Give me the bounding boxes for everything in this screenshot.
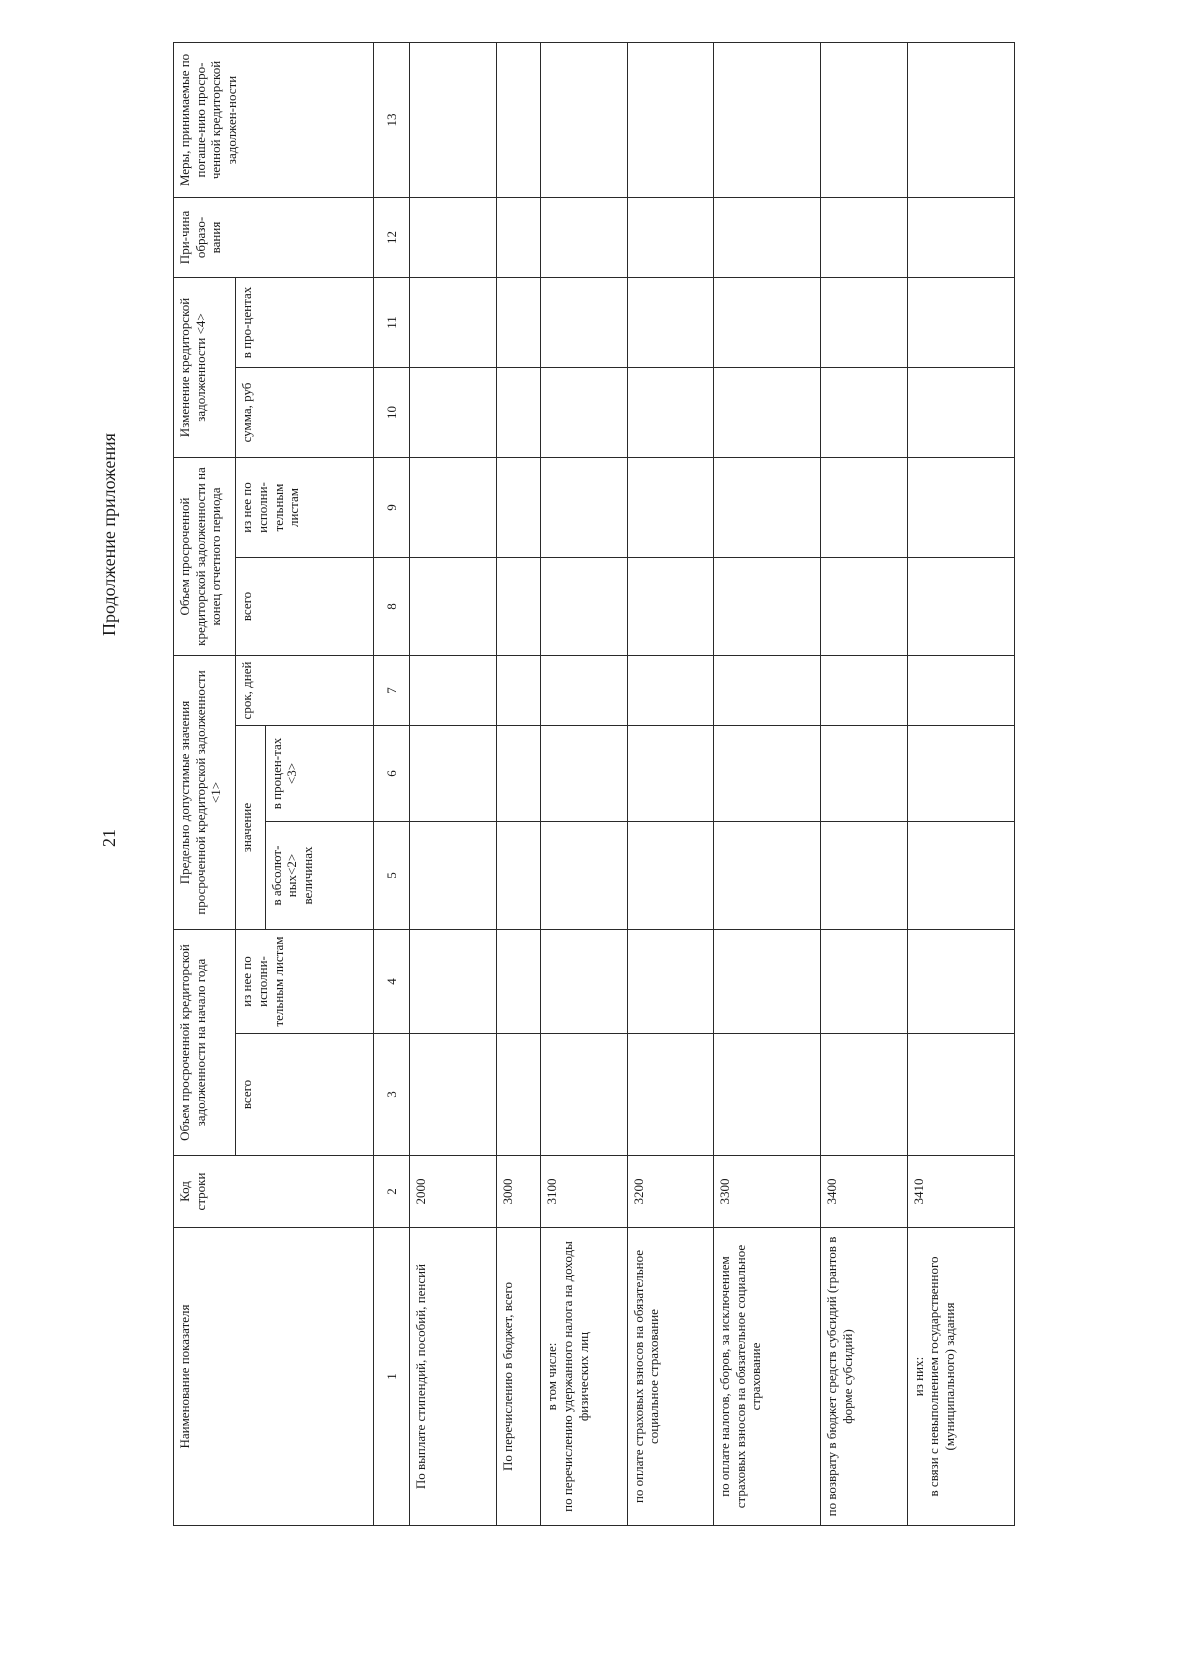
empty-cell: [410, 656, 496, 726]
row-code: 3300: [714, 1156, 821, 1228]
empty-cell: [627, 726, 713, 822]
column-number: 5: [373, 822, 409, 930]
empty-cell: [907, 42, 1014, 197]
row-name-line: в связи с невыполнением государственного (муниципального) задания: [926, 1256, 957, 1497]
header-limit-abs: в абсолют-ных<2> величинах: [265, 822, 373, 930]
row-name-line: По выплате стипендий, пособий, пенсий: [413, 1263, 429, 1490]
column-number: 9: [373, 458, 409, 558]
empty-cell: [410, 368, 496, 458]
row-name-line: по перечислению удержанного налога на доходы физических лиц: [559, 1241, 591, 1512]
empty-cell: [541, 726, 627, 822]
empty-cell: [410, 277, 496, 367]
empty-cell: [821, 656, 907, 726]
header-row-1: [174, 42, 236, 1525]
header-reason: При-чина образо-вания: [174, 197, 374, 277]
empty-cell: [541, 558, 627, 656]
column-number: 12: [373, 197, 409, 277]
row-name: [627, 1228, 713, 1526]
empty-cell: [410, 197, 496, 277]
row-code: 3400: [821, 1156, 907, 1228]
header-start-group: Объем просроченной кредиторской задолженности на начало года: [174, 930, 236, 1156]
empty-cell: [627, 368, 713, 458]
empty-cell: [627, 822, 713, 930]
empty-cell: [714, 458, 821, 558]
row-code: 3000: [496, 1156, 541, 1228]
empty-cell: [541, 197, 627, 277]
row-name: [907, 1228, 1014, 1526]
row-name: [821, 1228, 907, 1526]
table-row: [627, 42, 713, 1525]
empty-cell: [410, 726, 496, 822]
empty-cell: [907, 656, 1014, 726]
empty-cell: [907, 930, 1014, 1034]
empty-cell: [907, 368, 1014, 458]
empty-cell: [496, 558, 541, 656]
empty-cell: [496, 42, 541, 197]
empty-cell: [714, 930, 821, 1034]
row-code: 3410: [907, 1156, 1014, 1228]
column-number: 13: [373, 42, 409, 197]
row-name: [541, 1228, 627, 1526]
column-number: 10: [373, 368, 409, 458]
empty-cell: [821, 458, 907, 558]
empty-cell: [496, 726, 541, 822]
empty-cell: [496, 197, 541, 277]
table-row: [714, 42, 821, 1525]
header-limit-term: срок, дней: [236, 656, 373, 726]
empty-cell: [496, 368, 541, 458]
empty-cell: [821, 368, 907, 458]
empty-cell: [821, 558, 907, 656]
empty-cell: [821, 822, 907, 930]
empty-cell: [714, 726, 821, 822]
empty-cell: [627, 277, 713, 367]
empty-cell: [496, 930, 541, 1034]
empty-cell: [496, 458, 541, 558]
empty-cell: [496, 656, 541, 726]
empty-cell: [627, 1034, 713, 1156]
header-limit-group: Предельно допустимые значения просроченной кредиторской задолженности <1>: [174, 656, 236, 930]
table-row: [410, 42, 496, 1525]
header-change-group: Изменение кредиторской задолженности <4>: [174, 277, 236, 457]
column-number: 1: [373, 1228, 409, 1526]
empty-cell: [821, 726, 907, 822]
empty-cell: [541, 1034, 627, 1156]
column-number-row: [373, 42, 409, 1525]
empty-cell: [410, 558, 496, 656]
table-row: [541, 42, 627, 1525]
header-change-sum: сумма, руб: [236, 368, 373, 458]
empty-cell: [907, 197, 1014, 277]
empty-cell: [410, 1034, 496, 1156]
empty-cell: [541, 822, 627, 930]
empty-cell: [714, 42, 821, 197]
empty-cell: [907, 822, 1014, 930]
table-row: [907, 42, 1014, 1525]
empty-cell: [410, 930, 496, 1034]
empty-cell: [714, 656, 821, 726]
empty-cell: [496, 822, 541, 930]
column-number: 8: [373, 558, 409, 656]
empty-cell: [714, 558, 821, 656]
empty-cell: [410, 458, 496, 558]
column-number: 3: [373, 1034, 409, 1156]
empty-cell: [541, 277, 627, 367]
header-measures: Меры, принимаемые по погаше-нию просро-ченной кредиторской задолжен-ности: [174, 42, 374, 197]
column-number: 7: [373, 656, 409, 726]
empty-cell: [821, 42, 907, 197]
column-number: 2: [373, 1156, 409, 1228]
header-start-total: всего: [236, 1034, 373, 1156]
empty-cell: [627, 42, 713, 197]
row-name-line: по оплате страховых взносов на обязательное социальное страхование: [630, 1249, 662, 1504]
empty-cell: [821, 197, 907, 277]
empty-cell: [907, 558, 1014, 656]
row-name-line: по оплате налогов, сборов, за исключением страховых взносов на обязательное социальное страхование: [717, 1244, 764, 1509]
header-end-group: Объем просроченной кредиторской задолженности на конец отчетного периода: [174, 458, 236, 656]
header-limit-pct: в процен-тах <3>: [265, 726, 373, 822]
continuation-title: Продолжение приложения: [99, 433, 119, 636]
header-start-exec: из нее по исполни-тельным листам: [236, 930, 373, 1034]
row-name: [714, 1228, 821, 1526]
empty-cell: [714, 822, 821, 930]
row-name: [410, 1228, 496, 1526]
row-code: 3200: [627, 1156, 713, 1228]
header-end-exec: из нее по исполни-тельным листам: [236, 458, 373, 558]
table-row: [496, 42, 541, 1525]
empty-cell: [714, 368, 821, 458]
column-number: 6: [373, 726, 409, 822]
empty-cell: [821, 1034, 907, 1156]
empty-cell: [714, 197, 821, 277]
empty-cell: [907, 277, 1014, 367]
empty-cell: [541, 368, 627, 458]
column-number: 11: [373, 277, 409, 367]
empty-cell: [410, 822, 496, 930]
empty-cell: [410, 42, 496, 197]
header-change-pct: в про-центах: [236, 277, 373, 367]
column-number: 4: [373, 930, 409, 1034]
empty-cell: [907, 458, 1014, 558]
header-code: Код строки: [174, 1156, 374, 1228]
empty-cell: [714, 1034, 821, 1156]
empty-cell: [541, 656, 627, 726]
empty-cell: [907, 726, 1014, 822]
row-code: 2000: [410, 1156, 496, 1228]
empty-cell: [541, 458, 627, 558]
header-name: Наименование показателя: [174, 1228, 374, 1526]
empty-cell: [627, 930, 713, 1034]
empty-cell: [496, 1034, 541, 1156]
empty-cell: [821, 277, 907, 367]
row-code: 3100: [541, 1156, 627, 1228]
empty-cell: [821, 930, 907, 1034]
report-table: [173, 42, 1015, 1526]
header-end-total: всего: [236, 558, 373, 656]
row-name-line: По перечислению в бюджет, всего: [499, 1282, 515, 1471]
empty-cell: [541, 930, 627, 1034]
empty-cell: [627, 558, 713, 656]
page-number: 21: [99, 829, 119, 847]
empty-cell: [714, 277, 821, 367]
empty-cell: [627, 197, 713, 277]
empty-cell: [627, 458, 713, 558]
header-limit-value: значение: [236, 726, 265, 930]
row-name-line: из них:: [910, 1356, 926, 1397]
empty-cell: [541, 42, 627, 197]
row-name-line: по возврату в бюджет средств субсидий (грантов в форме субсидий): [824, 1236, 855, 1517]
empty-cell: [627, 656, 713, 726]
row-name-line: в том числе:: [544, 1342, 560, 1411]
empty-cell: [496, 277, 541, 367]
empty-cell: [907, 1034, 1014, 1156]
row-name: [496, 1228, 541, 1526]
table-row: [821, 42, 907, 1525]
